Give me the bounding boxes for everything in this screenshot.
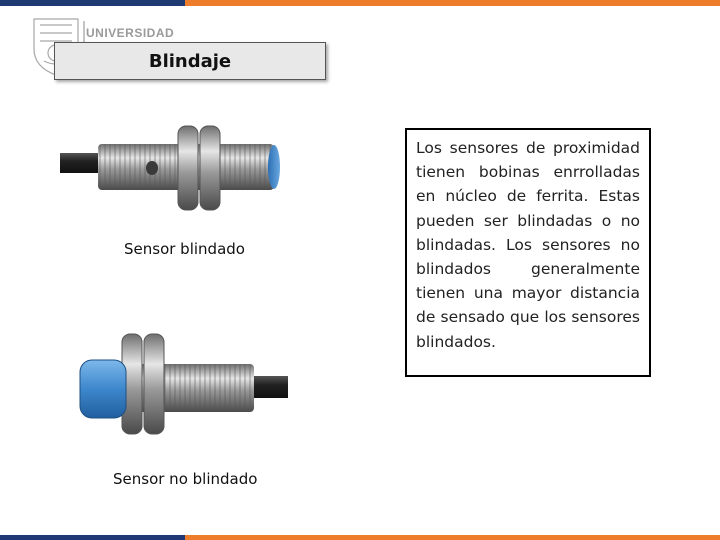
top-bar-orange-segment [185,0,720,6]
top-accent-bar [0,0,720,6]
top-bar-navy-segment [0,0,185,6]
shielded-sensor-image [58,118,288,218]
bottom-bar-orange-segment [185,535,720,540]
logo-wordmark: UNIVERSIDAD [86,26,175,40]
unshielded-sensor-image [78,330,290,440]
slide-title: Blindaje [148,50,232,72]
shielded-sensor-caption: Sensor blindado [124,240,245,258]
description-textbox [405,128,651,377]
slide-title-box [54,42,326,80]
unshielded-sensor-caption: Sensor no blindado [113,470,258,488]
description-text: Los sensores de proximidad tienen bobinas enrrolladas en núcleo de ferrita. Estas pueden ser blindadas o no blindadas. Los sensores no blindados generalmente tienen una mayor distancia de sensado que los sensores blindados. [416,139,640,351]
bottom-bar-navy-segment [0,535,185,540]
bottom-accent-bar [0,535,720,540]
